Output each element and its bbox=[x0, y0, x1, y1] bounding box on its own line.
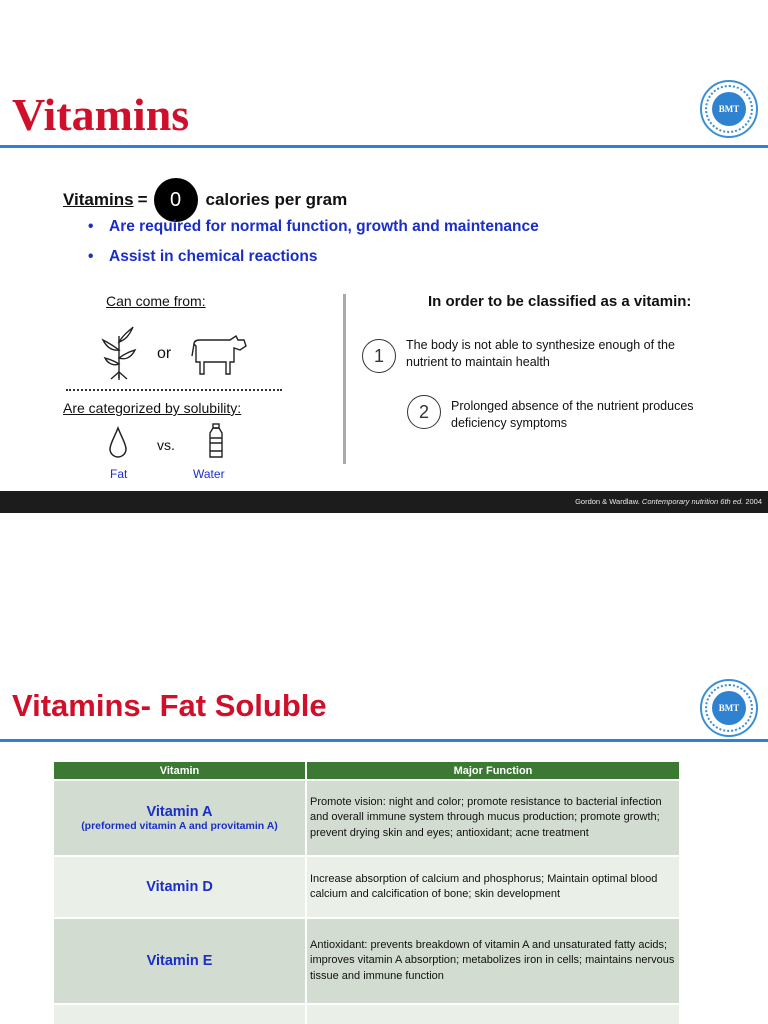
vitamin-table bbox=[54, 762, 681, 1024]
slide-title: Vitamins- Fat Soluble bbox=[12, 688, 327, 723]
criterion-text: Prolonged absence of the nutrient produces deficiency symptoms bbox=[451, 399, 694, 430]
footer-bar bbox=[0, 491, 768, 513]
vitamin-subtitle: (preformed vitamin A and provitamin A) bbox=[81, 820, 278, 832]
logo-text: BMT bbox=[712, 92, 746, 126]
bottle-icon bbox=[206, 423, 226, 459]
vs-text: vs. bbox=[157, 437, 175, 453]
logo-text: BMT bbox=[712, 691, 746, 725]
vitamin-name-cell bbox=[54, 1004, 306, 1024]
table-row bbox=[54, 1004, 680, 1024]
water-label: Water bbox=[193, 467, 225, 481]
citation bbox=[575, 497, 762, 506]
citation-year: 2004 bbox=[745, 497, 762, 506]
logo-icon bbox=[700, 679, 758, 737]
function-cell: Promote vision: night and color; promote resistance to bacterial infection and overall immune system through mucus production; promote growth; prevent drying skin and eyes; antioxidant; acne treatment bbox=[306, 780, 680, 856]
plant-icon bbox=[99, 324, 139, 380]
vertical-divider bbox=[343, 294, 346, 464]
table-row bbox=[54, 856, 680, 918]
bullet-item: • Are required for normal function, growth and maintenance bbox=[88, 218, 539, 236]
dotted-divider bbox=[66, 389, 282, 391]
table-row bbox=[54, 918, 680, 1004]
title-rule bbox=[0, 145, 768, 148]
or-text: or bbox=[157, 345, 172, 362]
function-cell: Antioxidant: prevents breakdown of vitamin A and unsaturated fatty acids; improves vitamin A absorption; metabolizes iron in cells; maintains nervous tissue and immune function bbox=[306, 918, 680, 1004]
logo-icon bbox=[700, 80, 758, 138]
cow-icon bbox=[190, 332, 248, 376]
vitamin-name-cell bbox=[54, 856, 306, 918]
function-cell bbox=[306, 1004, 680, 1024]
bullet-list bbox=[88, 218, 539, 278]
calories-text: calories per gram bbox=[205, 190, 348, 209]
title-rule bbox=[0, 739, 768, 742]
table-row bbox=[54, 780, 680, 856]
calorie-statement bbox=[63, 178, 347, 222]
criterion-number: 2 bbox=[407, 395, 441, 429]
zero-badge: 0 bbox=[154, 178, 198, 222]
vitamin-name: Vitamin D bbox=[146, 879, 213, 895]
classified-heading: In order to be classified as a vitamin: bbox=[428, 293, 692, 310]
fat-label: Fat bbox=[110, 467, 128, 481]
drop-icon bbox=[108, 426, 128, 458]
equals-sign: = bbox=[137, 190, 148, 209]
criterion-text: The body is not able to synthesize enough of the nutrient to maintain health bbox=[406, 338, 675, 369]
citation-title: Contemporary nutrition 6th ed. bbox=[641, 497, 744, 506]
slide-title: Vitamins bbox=[12, 89, 190, 140]
vitamin-name-cell bbox=[54, 780, 306, 856]
column-header: Major Function bbox=[306, 762, 680, 780]
vitamin-name: Vitamin A bbox=[146, 804, 213, 820]
solubility-label: Are categorized by solubility: bbox=[63, 400, 242, 416]
citation-authors: Gordon & Wardlaw. bbox=[575, 497, 640, 506]
bullet-item: • Assist in chemical reactions bbox=[88, 248, 539, 266]
slide-vitamins bbox=[0, 50, 768, 513]
slide-fat-soluble bbox=[0, 650, 768, 1024]
vitamin-name-cell bbox=[54, 918, 306, 1004]
vitamins-label: Vitamins bbox=[63, 190, 134, 209]
function-cell: Increase absorption of calcium and phosphorus; Maintain optimal blood calcium and calcification of bone; skin development bbox=[306, 856, 680, 918]
column-header: Vitamin bbox=[54, 762, 306, 780]
vitamin-name: Vitamin E bbox=[146, 953, 213, 969]
can-come-from-label: Can come from: bbox=[106, 293, 206, 309]
criterion-number: 1 bbox=[362, 339, 396, 373]
